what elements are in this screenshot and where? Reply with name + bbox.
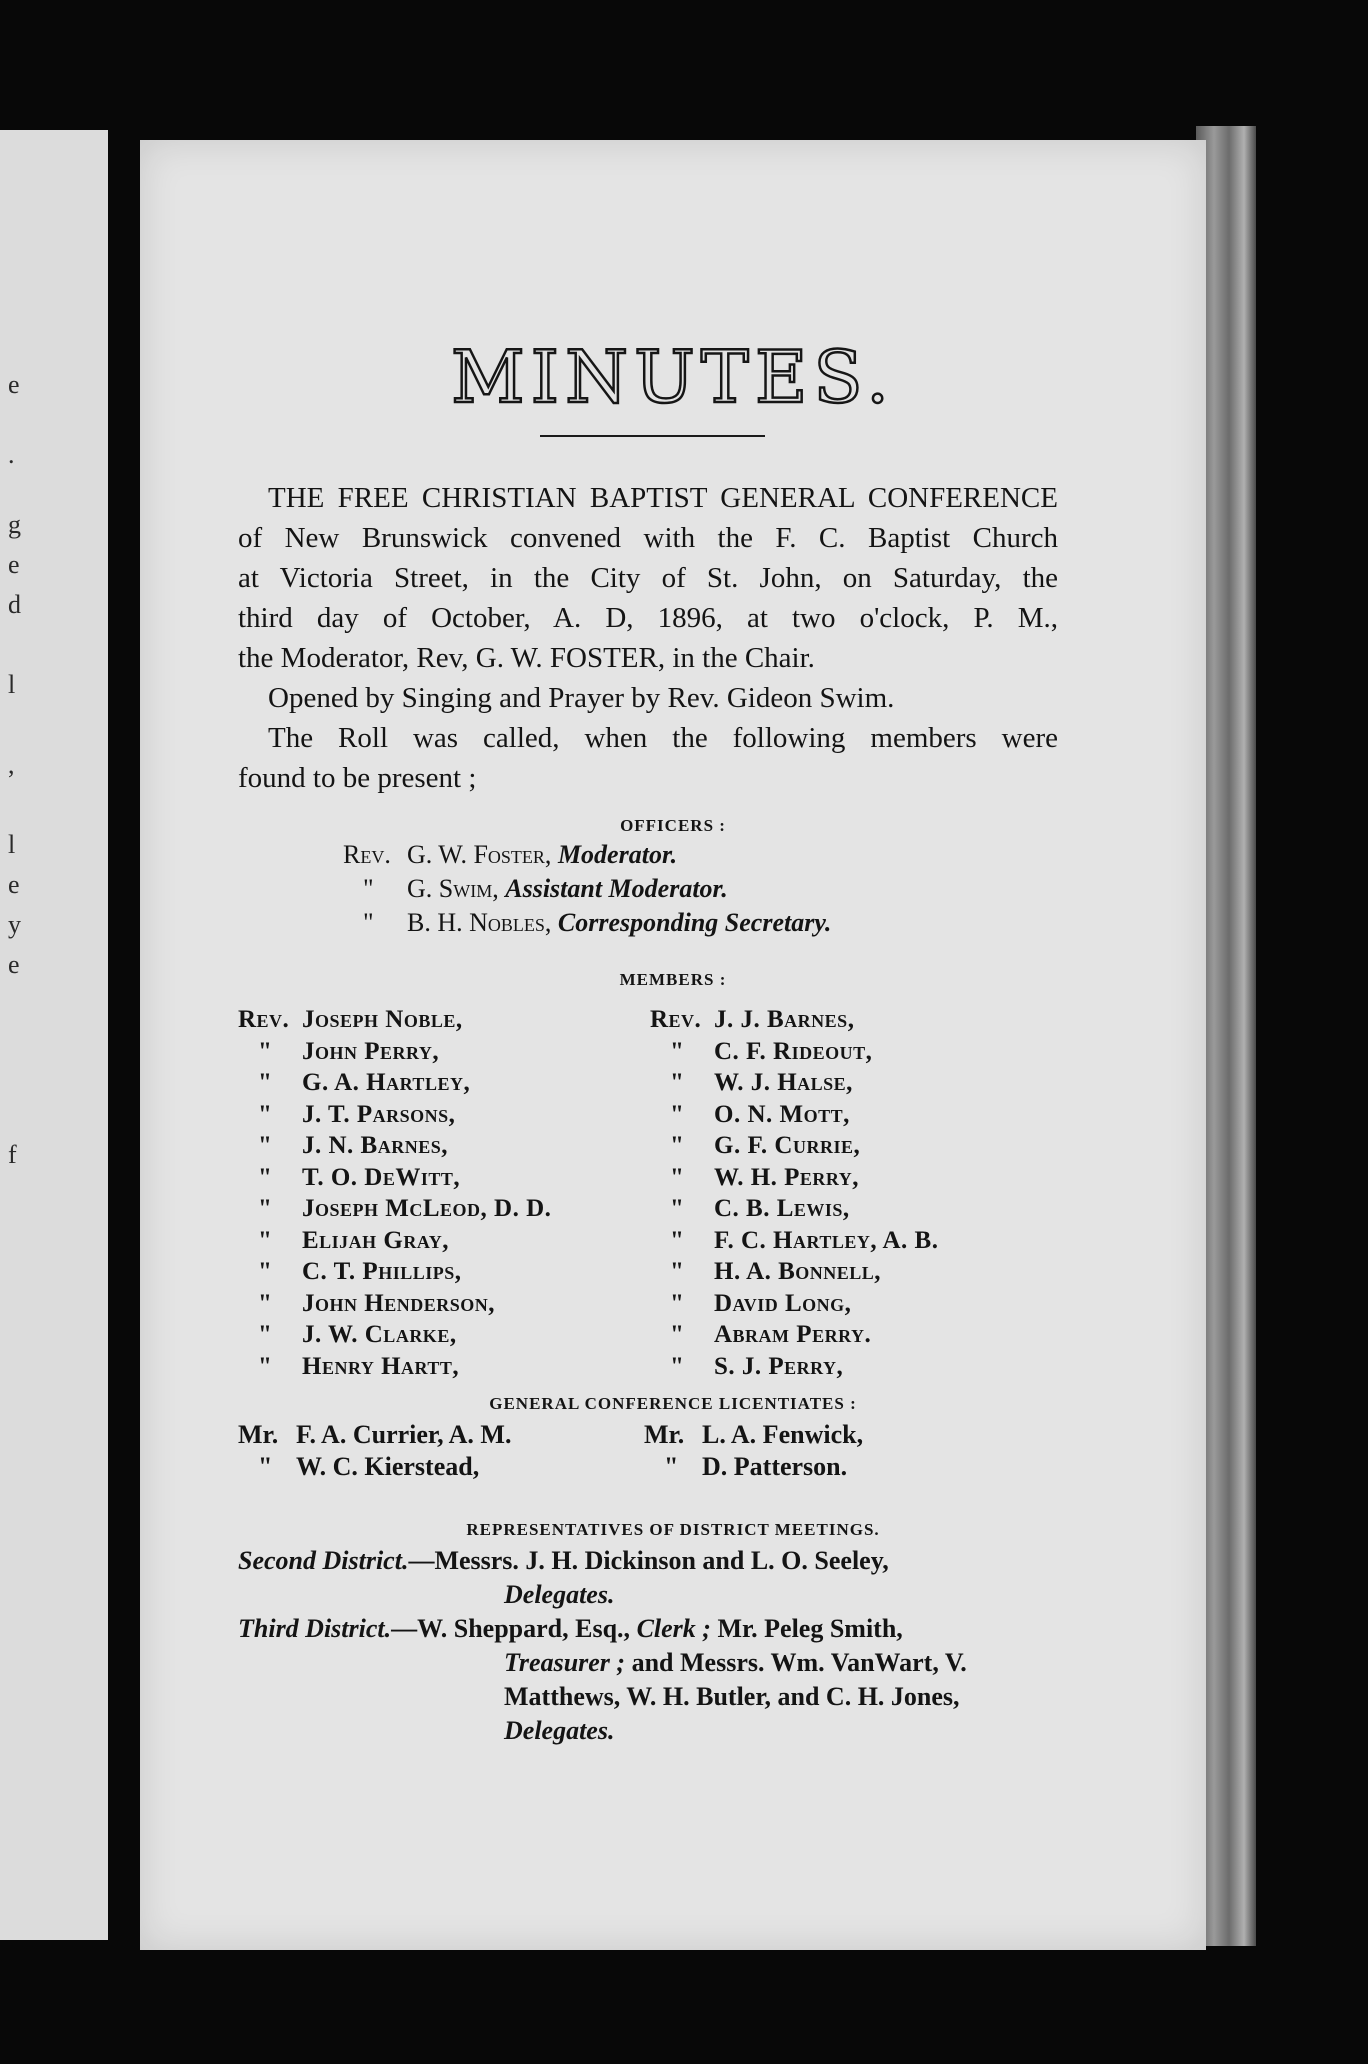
member-prefix: Rev. <box>238 1006 290 1033</box>
intro-line: the Moderator, Rev, G. W. FOSTER, in the Chair. <box>238 642 815 674</box>
roll-paragraph <box>238 718 1058 798</box>
member-name: Henry Hartt, <box>302 1352 460 1380</box>
roll-line: The Roll was called, when the following members were <box>268 722 1058 754</box>
member-row <box>650 1006 854 1034</box>
member-name: G. A. Hartley, <box>302 1069 471 1096</box>
second-district-text: —Messrs. J. H. Dickinson and L. O. Seeley, <box>408 1546 889 1575</box>
officer-prefix: Rev. <box>343 840 391 869</box>
member-prefix: " <box>258 1163 273 1191</box>
officer-role: Corresponding Secretary. <box>557 908 832 937</box>
member-prefix: Rev. <box>650 1006 702 1033</box>
third-district-line <box>238 1614 903 1644</box>
member-name: John Perry, <box>302 1037 440 1065</box>
treasurer-role: Treasurer ; <box>504 1648 626 1677</box>
member-row <box>650 1321 871 1349</box>
second-district-line <box>238 1546 889 1576</box>
third-district-role <box>504 1716 614 1746</box>
member-row <box>238 1006 463 1034</box>
third-district-text: —W. Sheppard, Esq., <box>391 1614 631 1643</box>
member-name: C. B. Lewis, <box>714 1195 850 1222</box>
officer-prefix: " <box>363 874 374 903</box>
member-row <box>650 1227 938 1255</box>
member-prefix: " <box>258 1226 273 1254</box>
licentiate-name: D. Patterson. <box>702 1452 848 1481</box>
licentiates-heading: GENERAL CONFERENCE LICENTIATES : <box>489 1394 857 1413</box>
member-row <box>238 1353 459 1381</box>
representatives-heading: REPRESENTATIVES OF DISTRICT MEETINGS. <box>466 1520 880 1539</box>
licentiate-row <box>258 1452 479 1482</box>
intro-line: of New Brunswick convened with the F. C. Baptist Church <box>238 522 1058 554</box>
member-prefix: " <box>670 1100 685 1128</box>
member-name: T. O. DeWitt, <box>302 1163 461 1191</box>
member-name: H. A. Bonnell, <box>714 1258 882 1285</box>
member-name: W. J. Halse, <box>714 1069 853 1096</box>
clerk-role: Clerk ; <box>636 1614 711 1643</box>
member-prefix: " <box>258 1069 273 1096</box>
officer-role: Assistant Moderator. <box>505 874 728 903</box>
member-prefix: " <box>258 1100 273 1128</box>
member-name: F. C. Hartley, A. B. <box>714 1226 939 1254</box>
member-prefix: " <box>258 1037 273 1065</box>
member-name: O. N. Mott, <box>714 1100 850 1128</box>
member-prefix: " <box>258 1321 273 1348</box>
member-prefix: " <box>670 1069 685 1096</box>
member-prefix: " <box>258 1258 273 1285</box>
licentiate-row <box>238 1420 511 1450</box>
officer-role: Moderator. <box>557 840 678 869</box>
member-prefix: " <box>670 1132 685 1159</box>
intro-line: at Victoria Street, in the City of St. John, on Saturday, the <box>238 562 1058 594</box>
licentiate-prefix: " <box>258 1452 273 1481</box>
title-divider <box>540 435 765 437</box>
officer-row <box>343 908 831 938</box>
member-row <box>650 1353 843 1381</box>
document-page <box>140 140 1206 1950</box>
member-name: Abram Perry. <box>714 1321 872 1348</box>
member-name: G. F. Currie, <box>714 1132 861 1159</box>
member-row <box>238 1164 460 1192</box>
member-prefix: " <box>258 1195 273 1222</box>
member-prefix: " <box>670 1163 685 1191</box>
intro-paragraph <box>238 478 1058 678</box>
member-row <box>238 1321 457 1349</box>
officer-name: B. H. Nobles, <box>407 908 552 937</box>
member-prefix: " <box>670 1195 685 1222</box>
member-row <box>650 1164 859 1192</box>
member-prefix: " <box>670 1037 685 1065</box>
officers-heading: OFFICERS : <box>620 816 726 835</box>
intro-line: THE FREE CHRISTIAN BAPTIST GENERAL CONFERENCE <box>268 482 1058 514</box>
member-name: Joseph Noble, <box>302 1006 463 1033</box>
member-row <box>650 1069 853 1097</box>
member-row <box>238 1069 470 1097</box>
member-row <box>238 1132 448 1160</box>
second-district-role-text: Delegates. <box>504 1580 615 1609</box>
roll-line: found to be present ; <box>238 762 477 794</box>
officer-row <box>343 840 677 870</box>
third-district-label: Third District. <box>238 1614 392 1643</box>
facing-page-edge: e . g e d l , l e y e f <box>0 130 108 1940</box>
member-row <box>238 1258 461 1286</box>
member-row <box>238 1101 455 1129</box>
member-prefix: " <box>670 1258 685 1285</box>
member-prefix: " <box>670 1321 685 1348</box>
licentiate-name: W. C. Kierstead, <box>296 1452 480 1481</box>
member-row <box>238 1038 439 1066</box>
third-district-text: Mr. Peleg Smith, <box>717 1614 903 1643</box>
second-district-label: Second District. <box>238 1546 409 1575</box>
officer-row <box>343 874 728 904</box>
member-name: S. J. Perry, <box>714 1352 844 1380</box>
member-prefix: " <box>258 1132 273 1159</box>
second-district-role <box>504 1580 614 1610</box>
third-district-line: Matthews, W. H. Butler, and C. H. Jones, <box>504 1682 960 1711</box>
officer-name: G. W. Foster, <box>407 840 552 869</box>
member-row <box>238 1227 449 1255</box>
intro-line: third day of October, A. D, 1896, at two o'clock, P. M., <box>238 602 1058 634</box>
member-prefix: " <box>670 1289 685 1317</box>
member-name: J. J. Barnes, <box>714 1006 855 1033</box>
member-prefix: " <box>258 1352 273 1380</box>
member-name: Joseph McLeod, D. D. <box>302 1195 552 1222</box>
licentiate-name: F. A. Currier, A. M. <box>296 1420 512 1449</box>
third-district-text: and Messrs. Wm. VanWart, V. <box>631 1648 967 1677</box>
member-row <box>650 1258 881 1286</box>
member-name: David Long, <box>714 1289 852 1317</box>
members-heading: MEMBERS : <box>619 970 727 989</box>
licentiate-prefix: Mr. <box>644 1420 685 1449</box>
officer-name: G. Swim, <box>407 874 499 903</box>
member-name: J. W. Clarke, <box>302 1321 457 1348</box>
opening-line: Opened by Singing and Prayer by Rev. Gideon Swim. <box>268 682 895 714</box>
licentiate-prefix: " <box>664 1452 679 1481</box>
member-row <box>650 1101 850 1129</box>
member-prefix: " <box>258 1289 273 1317</box>
licentiate-row <box>664 1452 847 1482</box>
member-row <box>238 1195 551 1223</box>
third-district-role-text: Delegates. <box>504 1716 615 1745</box>
officer-prefix: " <box>363 908 374 937</box>
member-prefix: " <box>670 1352 685 1380</box>
page-title: MINUTES. <box>450 335 896 419</box>
member-row <box>650 1195 850 1223</box>
member-name: W. H. Perry, <box>714 1163 860 1191</box>
licentiate-row <box>644 1420 863 1450</box>
member-name: J. T. Parsons, <box>302 1100 456 1128</box>
licentiate-name: L. A. Fenwick, <box>702 1420 864 1449</box>
member-name: Elijah Gray, <box>302 1226 449 1254</box>
member-row <box>238 1290 495 1318</box>
member-name: C. F. Rideout, <box>714 1037 873 1065</box>
member-name: John Henderson, <box>302 1289 495 1317</box>
licentiate-prefix: Mr. <box>238 1420 279 1449</box>
member-prefix: " <box>670 1226 685 1254</box>
member-name: C. T. Phillips, <box>302 1258 462 1285</box>
member-row <box>650 1132 860 1160</box>
third-district-line <box>504 1648 967 1678</box>
member-name: J. N. Barnes, <box>302 1132 448 1159</box>
member-row <box>650 1290 851 1318</box>
member-row <box>650 1038 872 1066</box>
